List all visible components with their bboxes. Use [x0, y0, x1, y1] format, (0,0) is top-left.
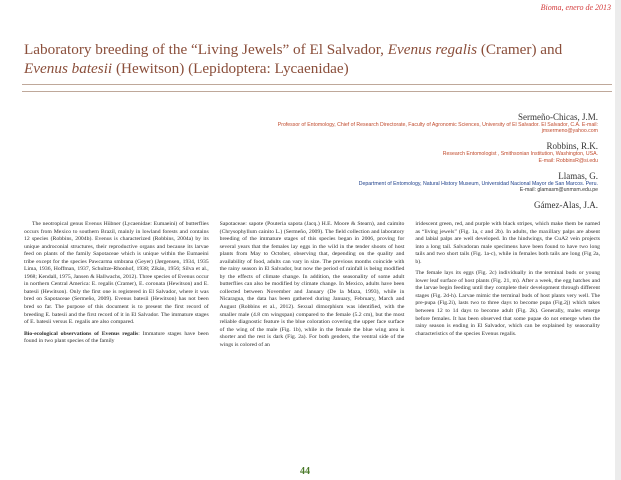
column-3: [415, 221, 600, 353]
paragraph: iridescent green, red, and purple with black stripes, which make them be named as “living jewels” (Fig. 1a, c and 2b). In adults, the maxillary palps are absent and labial palps are well developed. In the hindwings, the CuA2 vein projects into a long tail. Salvadoran male specimens have been found to have two long tails and two short tails (Fig. 1a-c), while in females both tails are long (Fig 2a, b).: [415, 221, 601, 265]
journal-header: Bioma, enero de 2013: [540, 3, 611, 12]
paragraph: The female lays its eggs (Fig. 2c) individually in the terminal buds or young lower leaf surface of host plants (Fig. 21, m). After a week, the egg hatches and the larvae begin feeding until they complete their development through different stages (Fig. 2d-h). Larvae mimic the terminal buds of host plants very well. The pre-pupa (Fig.2i), lasts two to three days to become pupa (Fig.2j) which takes between 12 to 14 days to become adult (Fig. 2k). Generally, males emerge before females. It has been observed that some pupae do not emerge when the rainy season is ending in El Salvador, which can be explained by seasonality characteristics of the species Evenus regalis.: [415, 270, 601, 337]
author-email[interactable]: jmsermeno@yahoo.com: [541, 128, 598, 135]
column-2: [220, 221, 405, 353]
article-title: Laboratory breeding of the “Living Jewels” of El Salvador, Evenus regalis (Cramer) and Evenus batesii (Hewitson) (Lepidoptera: Lycaenidae): [24, 41, 563, 77]
paragraph: The neotropical genus Evenus Hübner (Lycaenidae: Eumaeini) of butterflies occurs from Mexico to southern Brazil, mainly in lowland forests and contains 12 species (Robbins, 2004b). Evenus is characterized (Robbins, 2004a) by its unique androconial structures, their reproductive organs and because its larvae feed on plants of the family Sapotaceae which is unique within the Eumaeini tribe except for the species Pawcarma smbrana (Geyer) (Jørgensen, 1934, 1935 Lima, 1936, Hoffman, 1937, Schultze-Rhonhof, 1938; Zíkán, 1956; Silva et al., 1968; Kendall, 1975, Jansen & Hallwachs, 2012). Three species of Evenus occur in northern Central America: E. regalis (Cramer), E. coronata (Hewitson) and E. batesii (Hewitson). Only the first one is registered in El Salvador, where it was bred on Sapotaceae (Sermeño, 2009). Evenus batesii (Hewitson) has not been bred so far. The purpose of this document is to present the first record of breeding E. batesii and the first record of it in El Salvador. The immature stages of E. batesii versus E. regalis are also compared.: [24, 221, 209, 326]
section-heading: Bio-ecological observations of Evenus regalis: [24, 330, 139, 337]
paragraph: Bio-ecological observations of Evenus regalis: Immature stages have been found in two plant species of the family: [24, 330, 209, 345]
author-name: Gámez-Alas, J.A.: [534, 200, 598, 211]
author-affiliation: Professor of Entomology, Chief of Research Directorate, Faculty of Agronomic Sciences, University of El Salvador. El Salvador, C.A. E-mail:: [277, 122, 598, 128]
author-name: Sermeño-Chicas, J.M.: [518, 112, 598, 122]
body-columns: [24, 221, 600, 353]
author-name: Llamas, G.: [558, 170, 598, 181]
author-name: Robbins, R.K.: [546, 141, 598, 152]
title-divider: [22, 84, 612, 92]
author-block: [190, 112, 598, 210]
author-email[interactable]: E-mail: RobbinsR@si.edu: [538, 157, 598, 164]
author-affiliation: Department of Entomology, Natural History Museum, Universidad Nacional Mayor de San Marcos. Peru.: [358, 180, 598, 187]
page-number: 44: [300, 466, 310, 477]
author-affiliation: Research Entomologist , Smithsonian Institution, Washington, USA.: [442, 151, 598, 158]
author-email[interactable]: E-mail: glamasm@unmsm.edu.pe: [519, 187, 598, 194]
paragraph: Sapotaceae: sapote (Pouteria sapota (Jacq.) H.E. Moore & Stearn), and caimito (Chrysophyllum cainito L.) (Sermeño, 2009). The field collection and laboratory breeding of the immature stages of this species began in 2006, proving for several years that the females lay eggs in the wild in the tender shoots of host plants from May to October, observing that, depending on the quality and availability of food, adults can vary in size. The previous months coincide with the rainy season in El Salvador, but now the period of rainfall is being modified by the effects of climate change. In addition, the seasonality of some adult butterflies can also be modified by climate change. In Mexico, adults have been collected between November and January (De la Maza, 1993), while in Nicaragua, the data has been gathered during January, February, March and August (Robbins et al., 2012). Sexual dimorphism was identified, with the smaller male (4.8 cm wingspan) compared to the female (5.2 cm), but the most reliable diagnostic feature is the blue coloration covering the upper face surface of the wing of the male (Fig. 1b), while in the female the blue wing area is shorter and the rest is dark (Fig. 2a). For both genders, the ventral side of the wings is colored of an: [219, 221, 405, 348]
page-edge: [615, 0, 621, 480]
column-1: [24, 221, 209, 353]
